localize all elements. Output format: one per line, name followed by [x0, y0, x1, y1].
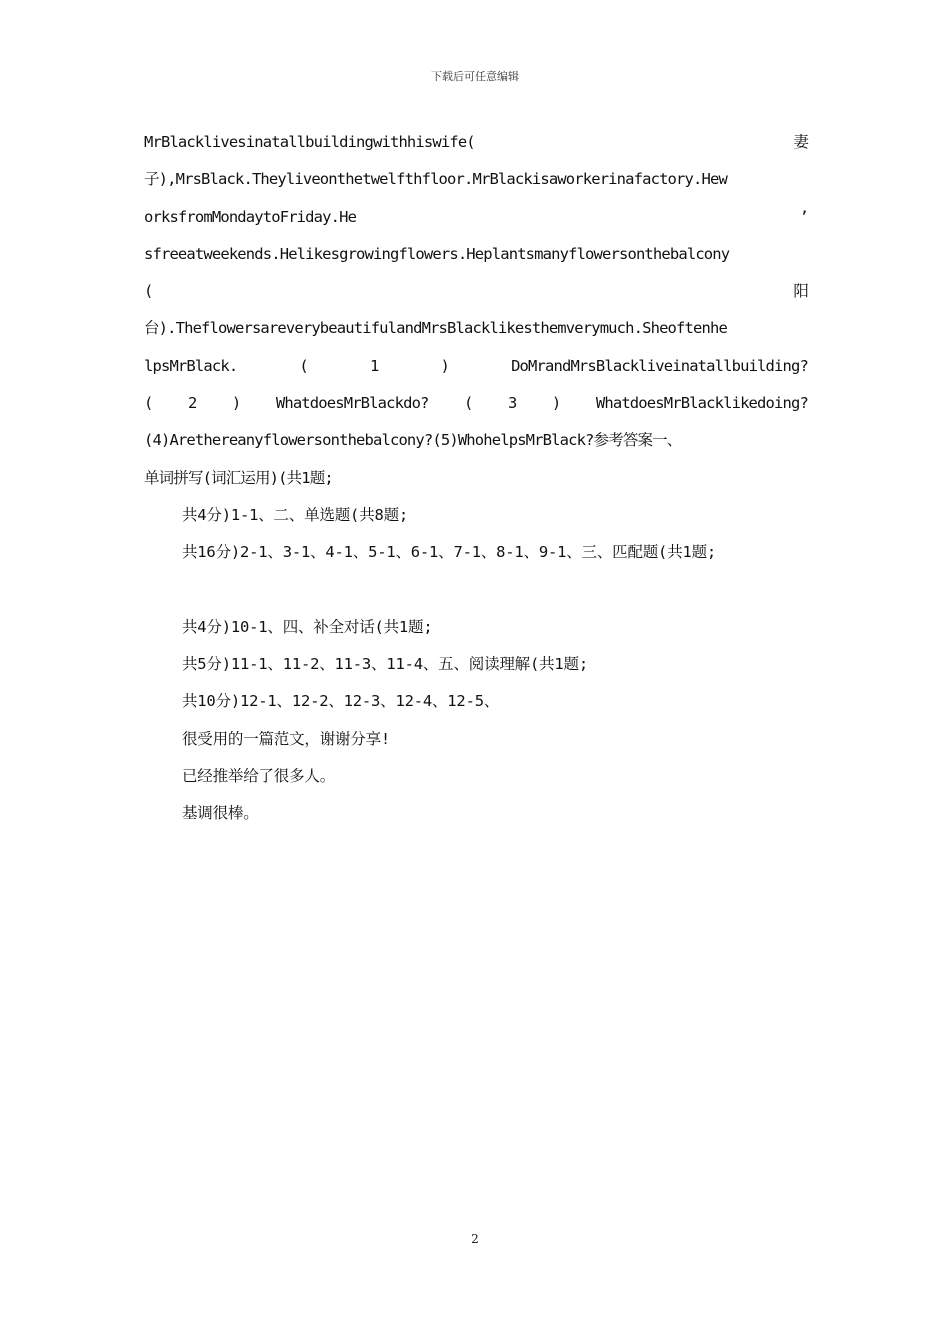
answer-line: 共4分)10-1、四、补全对话(共1题; [182, 617, 433, 636]
text-segment: 妻 [793, 133, 808, 151]
comment-line: 基调很棒。 [182, 804, 259, 823]
paren-open: ( [144, 394, 153, 413]
comment-line: 很受用的一篇范文，谢谢分享! [182, 729, 391, 748]
answer-line: 共4分)1-1、二、单选题(共8题; [182, 505, 409, 524]
answer-line: 共5分)11-1、11-2、11-3、11-4、五、阅读理解(共1题; [182, 655, 588, 674]
text-line [144, 124, 808, 161]
answer-line: 共16分)2-1、3-1、4-1、5-1、6-1、7-1、8-1、9-1、三、匹配题(共1题; [182, 543, 717, 562]
text-segment: 子),MrsBlack.Theyliveonthetwelfthfloor.MrBlackisaworkerinafactory.Hew [144, 170, 727, 189]
question-number: 1 [369, 356, 379, 375]
text-line [144, 161, 808, 198]
question-number: 2 [187, 394, 197, 413]
text-line [144, 273, 808, 310]
comment-line: 已经推举给了很多人。 [182, 767, 336, 786]
text-segment: 台).TheflowersareverybeautifulandMrsBlacklikesthemverymuch.Sheoftenhe [144, 319, 727, 338]
text-segment: 单词拼写(词汇运用)(共1题; [144, 468, 333, 487]
question-text: DoMrandMrsBlackliveinatallbuilding? [511, 356, 808, 375]
text-line [144, 460, 808, 497]
blank-line [144, 572, 808, 609]
paren-close: ) [231, 394, 241, 413]
question-text: WhatdoesMrBlacklikedoing? [595, 394, 808, 413]
text-line [144, 422, 808, 459]
paren-close: ) [551, 394, 561, 413]
text-segment: 阳 [793, 282, 808, 301]
text-segment: ’ [799, 207, 808, 226]
answer-line: 共10分)12-1、12-2、12-3、12-4、12-5、 [182, 692, 500, 711]
page-header: 下载后可任意编辑 [431, 70, 519, 83]
text-line [144, 310, 808, 347]
text-line [144, 236, 808, 273]
paren-close: ) [440, 356, 449, 375]
text-segment: lpsMrBlack. [144, 356, 238, 375]
text-segment: ( [144, 282, 153, 301]
text-segment: sfreeatweekends.Helikesgrowingflowers.Heplantsmanyflowersonthebalcony [144, 244, 730, 263]
question-line [144, 385, 808, 422]
document-body [144, 124, 808, 833]
question-number: 3 [507, 394, 517, 413]
question-text: WhatdoesMrBlackdo? [275, 394, 429, 413]
text-segment: (4)Arethereanyflowersonthebalcony?(5)WhohelpsMrBlack?参考答案一、 [144, 431, 682, 450]
page-number: 2 [471, 1232, 479, 1246]
text-segment: MrBlacklivesinatallbuildingwithhiswife( [144, 133, 475, 151]
question-line [144, 348, 808, 385]
text-segment: orksfromMondaytoFriday.He [144, 207, 357, 226]
text-line [144, 199, 808, 236]
paren-open: ( [464, 394, 473, 413]
paren-open: ( [299, 356, 308, 375]
